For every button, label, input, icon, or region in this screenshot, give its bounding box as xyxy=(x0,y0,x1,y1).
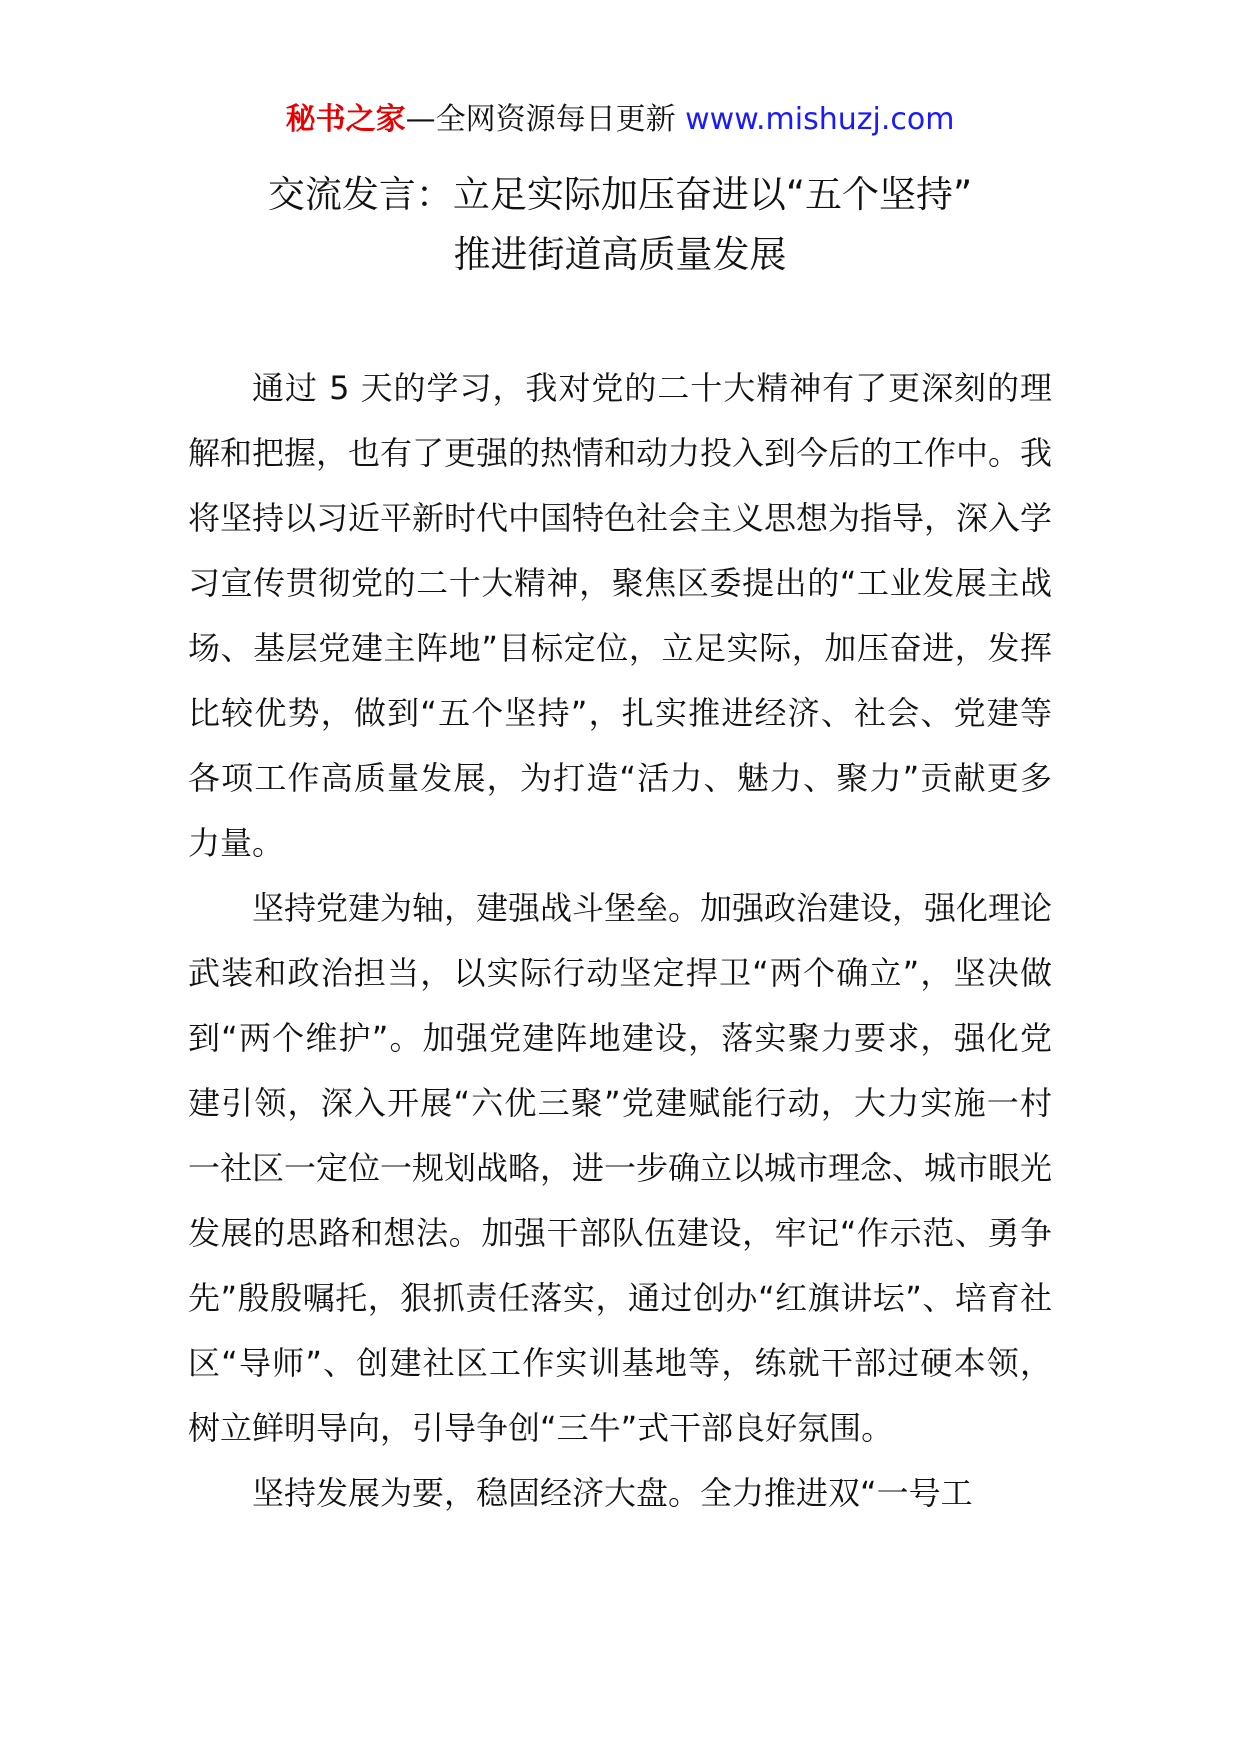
paragraph-intro: 通过 5 天的学习，我对党的二十大精神有了更深刻的理解和把握，也有了更强的热情和动力投入到今后的工作中。我将坚持以习近平新时代中国特色社会主义思想为指导，深入学习宣传贯彻党的二十大精神，聚焦区委提出的“工业发展主战场、基层党建主阵地”目标定位，立足实际，加压奋进，发挥比较优势，做到“五个坚持”，扎实推进经济、社会、党建等各项工作高质量发展，为打造“活力、魅力、聚力”贡献更多力量。 xyxy=(188,369,1053,862)
title-line-2: 推进街道高质量发展 xyxy=(453,233,787,276)
paragraph-party-building: 坚持党建为轴，建强战斗堡垒。加强政治建设，强化理论武装和政治担当，以实际行动坚定捍卫“两个确立”，坚决做到“两个维护”。加强党建阵地建设，落实聚力要求，强化党建引领，深入开展“六优三聚”党建赋能行动，大力实施一村一社区一定位一规划战略，进一步确立以城市理念、城市眼光发展的思路和想法。加强干部队伍建设，牢记“作示范、勇争先”殷殷嘱托，狠抓责任落实，通过创办“红旗讲坛”、培育社区“导师”、创建社区工作实训基地等，练就干部过硬本领，树立鲜明导向，引导争创“三牛”式干部良好氛围。 xyxy=(188,889,1053,1447)
site-brand: 秘书之家 xyxy=(285,102,406,137)
document-title xyxy=(0,165,1240,285)
site-header xyxy=(0,98,1240,142)
paragraph-development: 坚持发展为要，稳固经济大盘。全力推进双“一号工 xyxy=(252,1474,973,1512)
document-body xyxy=(188,356,1052,1526)
site-url-link[interactable]: www.mishuzj.com xyxy=(685,102,955,137)
title-line-1: 交流发言：立足实际加压奋进以“五个坚持” xyxy=(267,173,973,216)
site-tagline: —全网资源每日更新 xyxy=(405,102,686,137)
